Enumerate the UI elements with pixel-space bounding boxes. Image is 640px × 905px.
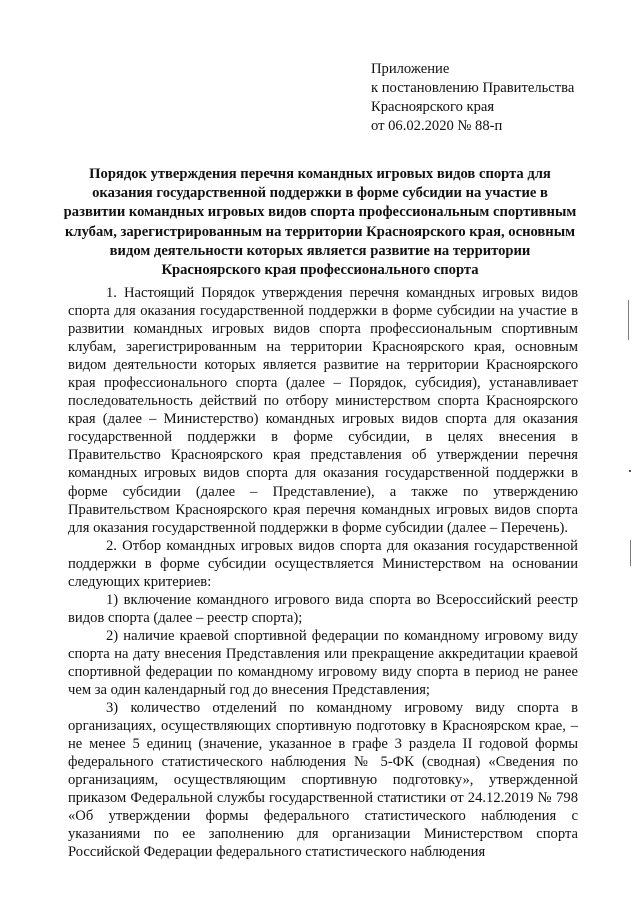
criterion-1: 1) включение командного игрового вида спорта во Всероссийский реестр видов спорта (далее – реестр спорта); (68, 591, 578, 626)
document-body (68, 284, 578, 862)
scan-edge-dot (629, 470, 631, 472)
scan-edge-mark (630, 540, 631, 566)
appendix-line-2: к постановлению Правительства (371, 80, 575, 96)
appendix-line-3: Красноярского края (371, 99, 495, 115)
paragraph-2: 2. Отбор командных игровых видов спорта для оказания государственной поддержки в форме субсидии осуществляется Министерством на основании следующих критериев: (68, 537, 578, 590)
appendix-header (371, 60, 621, 136)
document-title: Порядок утверждения перечня командных игровых видов спорта для оказания государственной поддержки в форме субсидии на участие в развитии командных игровых видов спорта профессиональным спортивным клубам, зарегистрированным на территории Красноярского края, основным видом деятельности которых является развитие на территории Красноярского края профессионального спорта (63, 166, 577, 279)
criterion-3: 3) количество отделений по командному игровому виду спорта в организациях, осуществляющих спортивную подготовку в Красноярском крае, – не менее 5 единиц (значение, указанное в графе 3 раздела II годовой формы федерального статистического наблюдения № 5-ФК (сводная) «Сведения по организациям, осуществляющим спортивную подготовку», утвержденной приказом Федеральной службы государственной статистики от 24.12.2019 № 798 «Об утверждении формы федерального статистического наблюдения с указаниями по ее заполнению для организации Министерством спорта Российской Федерации федерального статистического наблюдения (68, 700, 578, 861)
paragraph-1: 1. Настоящий Порядок утверждения перечня командных игровых видов спорта для оказания государственной поддержки в форме субсидии на участие в развитии командных игровых видов спорта профессиональным спортивным клубам, зарегистрированным на территории Красноярского края, основным видом деятельности которых является развитие на территории Красноярского края профессионального спорта (далее – Порядок, субсидия), устанавливает последовательность действий по отбору министерством спорта Красноярского края (далее – Министерство) командных игровых видов спорта для оказания государственной поддержки в форме субсидии, в целях внесения в Правительство Красноярского края представления об утверждении перечня командных игровых видов спорта для оказания государственной поддержки в форме субсидии (далее – Представление), а также по утверждению Правительством Красноярского края перечня командных игровых видов спорта для оказания государственной поддержки в форме субсидии (далее – Перечень). (68, 285, 578, 536)
appendix-line-1: Приложение (371, 61, 450, 77)
criterion-2: 2) наличие краевой спортивной федерации по командному игровому виду спорта на дату внесения Представления или прекращение аккредитации краевой спортивной федерации по командному игровому виду спорта в период не ранее чем за один календарный год до внесения Представления; (68, 627, 578, 699)
appendix-line-4: от 06.02.2020 № 88-п (371, 118, 503, 134)
scan-edge-mark (628, 300, 629, 340)
